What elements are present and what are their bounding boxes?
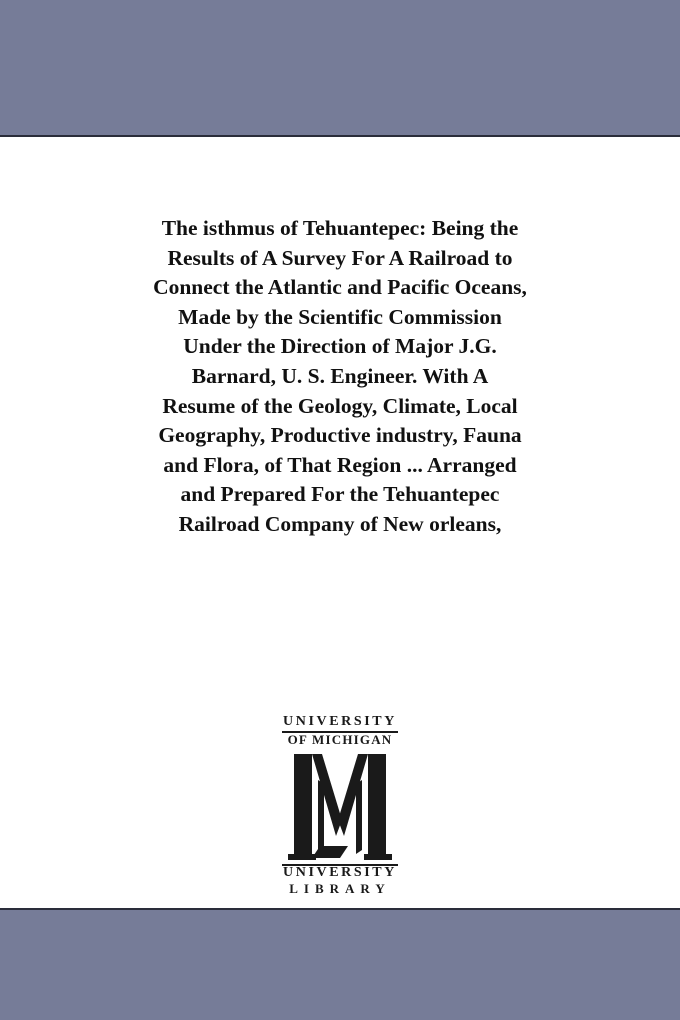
title-line: The isthmus of Tehuantepec: Being the xyxy=(161,216,519,240)
title-line: Geography, Productive industry, Fauna xyxy=(158,423,522,448)
title-line: Railroad Company of New orleans, xyxy=(178,511,502,536)
logo-text-university-bottom: UNIVERSITY xyxy=(283,865,397,880)
top-color-band xyxy=(0,0,680,137)
title-line: Made by the Scientific Commission xyxy=(178,304,502,329)
title-line: and Prepared For the Tehuantepec xyxy=(180,482,500,507)
logo-text-of-michigan: OF MICHIGAN xyxy=(287,732,393,747)
title-line: Resume of the Geology, Climate, Local xyxy=(162,393,518,418)
book-title xyxy=(40,214,640,540)
title-line: and Flora, of That Region ... Arranged xyxy=(163,452,517,477)
block-m-emblem-icon xyxy=(286,750,394,862)
bottom-color-band xyxy=(0,908,680,1020)
title-line: Barnard, U. S. Engineer. With A xyxy=(191,363,489,388)
logo-text-library: LIBRARY xyxy=(289,881,391,896)
logo-text-university: UNIVERSITY xyxy=(283,714,397,729)
title-line: Under the Direction of Major J.G. xyxy=(183,334,497,359)
title-line: Results of A Survey For A Railroad to xyxy=(167,245,513,270)
university-of-michigan-library-logo xyxy=(276,714,404,896)
title-line: Connect the Atlantic and Pacific Oceans, xyxy=(153,275,527,300)
